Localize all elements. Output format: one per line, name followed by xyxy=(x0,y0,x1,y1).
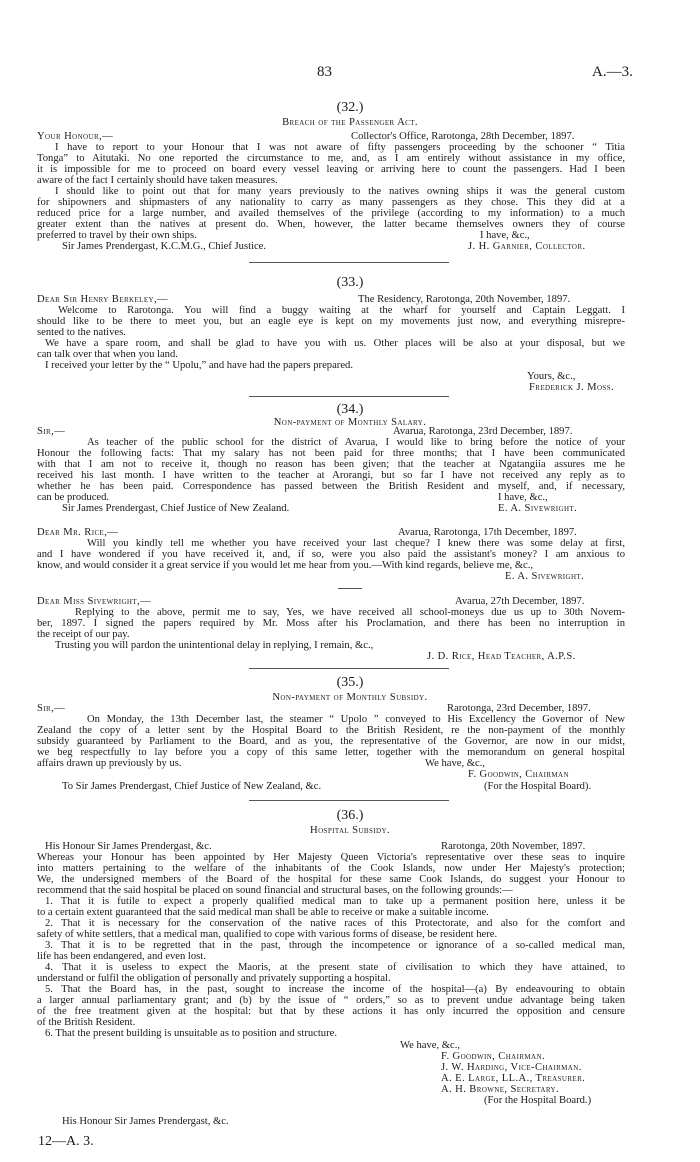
signature-mark: 12—A. 3. xyxy=(38,1134,94,1149)
signatory: F. Goodwin, Chairman. xyxy=(441,1051,546,1062)
body-line: received his last month. I have written to the teacher at Arorangi, but so far I have not received any reply as to xyxy=(37,470,625,481)
document-reference: A.—3. xyxy=(592,64,633,80)
page-number: 83 xyxy=(317,64,332,80)
body-line: greater extent than the natives at present do. When, however, the latter became themselves owners they of course xyxy=(37,219,625,230)
letter-34-heading: Non-payment of Monthly Salary. xyxy=(273,417,427,428)
letter-32-signature: J. H. Garnier, Collector. xyxy=(468,241,586,252)
letter-32-address: Collector's Office, Rarotonga, 28th December, 1897. xyxy=(351,131,575,142)
letter-36-closing: We have, &c., xyxy=(400,1040,461,1051)
letter-36-heading: Hospital Subsidy. xyxy=(310,825,390,836)
letter-33-signature: Frederick J. Moss. xyxy=(529,382,615,393)
body-line: 6. That the present building is unsuitable as to position and structure. xyxy=(45,1028,337,1039)
body-line: I have to report to your Honour that I was not aware of fifty passengers proceeding by the schooner “ Titia xyxy=(55,142,625,153)
body-line: ber, 1897. I signed the papers required by Mr. Moss after his Proclamation, and there has been no interruption in xyxy=(37,618,625,629)
letter-35-address: Rarotonga, 23rd December, 1897. xyxy=(447,703,591,714)
body-line: into matters pertaining to the welfare of the inhabitants of the Cook Islands, now under Her Majesty's protection; xyxy=(37,863,625,874)
body-line: of the British Resident. xyxy=(37,1017,136,1028)
body-line: 2. That it is necessary for the conservation of the native races of this Protectorate, and also for the comfort and xyxy=(45,918,625,929)
body-line: preferred to travel by their own ships. xyxy=(37,230,197,241)
letter-36-addressee-top: His Honour Sir James Prendergast, &c. xyxy=(45,841,212,852)
reply2-salutation: Dear Miss Sivewright,— xyxy=(37,596,152,607)
body-line: of the free treatment given at the hospital: but that by these actions it has only incurred the opposition and censure xyxy=(37,1006,625,1017)
body-line: know, and would consider it a great service if you would let me hear from you.—With kind regards, believe me, &c., xyxy=(37,560,534,571)
letter-32-heading: Breach of the Passenger Act. xyxy=(282,117,418,128)
letter-35-salutation: Sir,— xyxy=(37,703,66,714)
letter-34-number: (34.) xyxy=(336,402,364,417)
signatory: A. E. Large, LL.A., Treasurer. xyxy=(441,1073,586,1084)
letter-34-closing: I have, &c., xyxy=(498,492,548,503)
body-line: Zealand the copy of a letter sent by the Hospital Board to the British Resident, re the non-payment of the monthly xyxy=(37,725,625,736)
letter-34-signature: E. A. Sivewright. xyxy=(498,503,578,514)
body-line: can talk over that when you land. xyxy=(37,349,178,360)
body-line: understand or fulfil the obligation of personally and privately supporting a hospital. xyxy=(37,973,391,984)
letter-32-addressee: Sir James Prendergast, K.C.M.G., Chief Justice. xyxy=(62,241,267,252)
body-line: with that I am not to receive it, though no reason has been given; that the teacher at Ngatangiia assures me he xyxy=(37,459,625,470)
body-line: should like to be there to meet you, but an eagle eye is kept on my movements just now, and everything misrepre- xyxy=(37,316,625,327)
body-line: 3. That it is to be regretted that in the past, through the incompetence or ignorance of a so-called medical man, xyxy=(45,940,625,951)
letter-34-addressee: Sir James Prendergast, Chief Justice of New Zealand. xyxy=(62,503,290,514)
section-divider xyxy=(249,668,449,669)
body-line: can be produced. xyxy=(37,492,110,503)
reply1-signature: E. A. Sivewright. xyxy=(505,571,585,582)
body-line: As teacher of the public school for the district of Avarua, I would like to bring before the notice of your xyxy=(87,437,625,448)
signatory: A. H. Browne, Secretary. xyxy=(441,1084,560,1095)
signatory: J. W. Harding, Vice-Chairman. xyxy=(441,1062,582,1073)
letter-35-heading: Non-payment of Monthly Subsidy. xyxy=(272,692,428,703)
letter-35-for-line: (For the Hospital Board). xyxy=(484,781,592,792)
short-divider xyxy=(338,588,362,589)
letter-35-closing: We have, &c., xyxy=(425,758,486,769)
body-line: to a certain extent guaranteed that the said medical man shall be able to receive or make a suitable income. xyxy=(37,907,489,918)
body-line: 4. That it is useless to expect the Maoris, at the present state of civilisation to which they have attained, to xyxy=(45,962,625,973)
letter-32-salutation: Your Honour,— xyxy=(37,131,114,142)
body-line: and I have wondered if you have received it, and, if so, were you also paid the assistant's money? I am anxious to xyxy=(37,549,625,560)
reply1-address: Avarua, Rarotonga, 17th December, 1897. xyxy=(398,527,577,538)
body-line: whether he has been paid. Correspondence has passed between the British Resident and myself, and, if necessary, xyxy=(37,481,625,492)
body-line: safety of white settlers, that a medical man, qualified to cope with various forms of disease, be resident here. xyxy=(37,929,498,940)
letter-33-closing: Yours, &c., xyxy=(527,371,576,382)
body-line: for shipowners and shipmasters of any nationality to carry as many passengers as they chose. This they did at a xyxy=(37,197,625,208)
body-line: I should like to point out that for many years previously to the natives owning ships it was the general custom xyxy=(55,186,625,197)
body-line: On Monday, the 13th December last, the steamer “ Upolo ” conveyed to His Excellency the Governor of New xyxy=(87,714,625,725)
body-line: the receipt of our pay. xyxy=(37,629,130,640)
body-line: affairs drawn up previously by us. xyxy=(37,758,182,769)
section-divider xyxy=(249,396,449,397)
letter-35-signature: F. Goodwin, Chairman xyxy=(468,769,569,780)
body-line: We have a spare room, and shall be glad to have you with us. Other places will be also at your disposal, but we xyxy=(45,338,625,349)
body-line: Honour the following facts: That my salary has not been paid for three months; that I have been communicated xyxy=(37,448,625,459)
body-line: 1. That it is futile to expect a properly qualified medical man to take up a permanent position here, unless it be xyxy=(45,896,625,907)
body-line: Trusting you will pardon the unintentional delay in replying, I remain, &c., xyxy=(55,640,374,651)
reply2-signature: J. D. Rice, Head Teacher, A.P.S. xyxy=(427,651,576,662)
body-line: reduced price for a large number, and availed themselves of the privilege (according to my information) to a much xyxy=(37,208,625,219)
letter-35-addressee: To Sir James Prendergast, Chief Justice of New Zealand, &c. xyxy=(62,781,322,792)
section-divider xyxy=(249,262,449,263)
letter-36-for-line: (For the Hospital Board.) xyxy=(484,1095,592,1106)
body-line: 5. That the Board has, in the past, sought to increase the income of the hospital—(a) By endeavouring to obtain xyxy=(45,984,625,995)
letter-36-number: (36.) xyxy=(336,808,364,823)
body-line: We, the undersigned members of the Board of the hospital for these same Cook Islands, do suggest your Honour to xyxy=(37,874,625,885)
body-line: it is impossible for me to proceed on board every vessel leaving or arriving here to count the passengers. Had I been xyxy=(37,164,625,175)
section-divider xyxy=(249,800,449,801)
body-line: Welcome to Rarotonga. You will find a buggy waiting at the wharf for yourself and Captain Leggatt. I xyxy=(58,305,625,316)
letter-34-salutation: Sir,— xyxy=(37,426,66,437)
letter-36-addressee-bottom: His Honour Sir James Prendergast, &c. xyxy=(62,1116,229,1127)
body-line: life has been endangered, and even lost. xyxy=(37,951,206,962)
body-line: Will you kindly tell me whether you have received your last cheque? I knew there was some delay at first, xyxy=(87,538,625,549)
letter-33-address: The Residency, Rarotonga, 20th November, 1897. xyxy=(358,294,571,305)
body-line: aware of the fact I certainly should have taken measures. xyxy=(37,175,278,186)
letter-32-closing: I have, &c., xyxy=(480,230,530,241)
body-line: I received your letter by the “ Upolu,” and have had the papers prepared. xyxy=(45,360,353,371)
body-line: Tonga” to Aitutaki. No one reported the circumstance to me, and, as I am entirely without assistance in my office, xyxy=(37,153,625,164)
body-line: recommend that the said hospital be placed on sound financial and structural bases, on the following grounds:— xyxy=(37,885,513,896)
body-line: sented to the natives. xyxy=(37,327,126,338)
reply2-address: Avarua, 27th December, 1897. xyxy=(455,596,585,607)
body-line: Whereas your Honour has been appointed by Her Majesty Queen Victoria's representative over these seas to inquire xyxy=(37,852,625,863)
body-line: Replying to the above, permit me to say, Yes, we have received all school-moneys due us up to 30th Novem- xyxy=(75,607,625,618)
letter-33-number: (33.) xyxy=(336,275,364,290)
body-line: we beg respectfully to lay before you a copy of this same letter, together with the memorandum on general hospital xyxy=(37,747,625,758)
body-line: a larger annual parliamentary grant; and (b) by the issue of “ orders,” so as to prevent undue advantage being taken xyxy=(37,995,625,1006)
reply1-salutation: Dear Mr. Rice,— xyxy=(37,527,119,538)
body-line: subsidy guaranteed by Parliament to the Board, and as you, the representative of the Governor, are now in our midst, xyxy=(37,736,625,747)
letter-34-address: Avarua, Rarotonga, 23rd December, 1897. xyxy=(393,426,573,437)
letter-33-salutation: Dear Sir Henry Berkeley,— xyxy=(37,294,168,305)
letter-35-number: (35.) xyxy=(336,675,364,690)
letter-32-number: (32.) xyxy=(336,100,364,115)
letter-36-address: Rarotonga, 20th November, 1897. xyxy=(441,841,586,852)
